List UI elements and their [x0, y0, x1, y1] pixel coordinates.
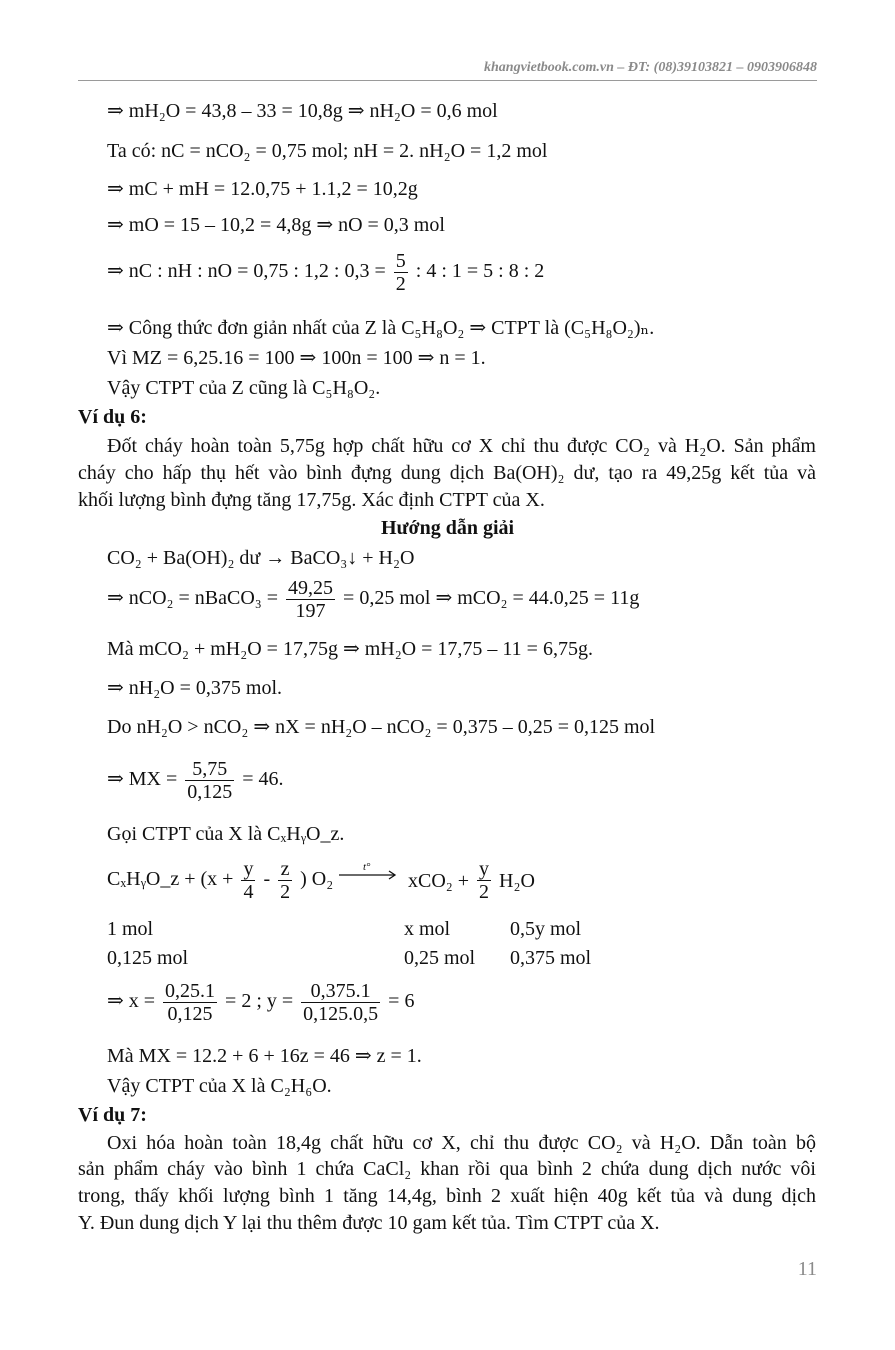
- eq-h2o: H₂O: [499, 869, 535, 892]
- line-nco2: [107, 577, 639, 622]
- x-fraction-num: 0,25.1: [165, 980, 216, 1002]
- eq-h2-fraction: [477, 858, 491, 903]
- guide-title: Hướng dẫn giải: [380, 517, 515, 539]
- eq-z2-fraction: [278, 858, 292, 903]
- reaction-baoh2: CO₂ + Ba(OH)₂ dư → BaCO₃↓ + H₂O: [107, 547, 415, 569]
- page-number: 11: [797, 1258, 817, 1280]
- line-mh2o-2: Mà mCO₂ + mH₂O = 17,75g ⇒ mH₂O = 17,75 – 11 = 6,75g.: [107, 638, 593, 660]
- line-mh2o: ⇒ mH₂O = 43,8 – 33 = 10,8g ⇒ nH₂O = 0,6 mol: [107, 100, 498, 122]
- nco2-fraction-num: 49,25: [288, 577, 334, 599]
- x-fraction: [163, 980, 217, 1025]
- mx-left: ⇒ MX =: [107, 768, 178, 791]
- mol-row1-b: x mol: [404, 918, 451, 940]
- line-ratio: [107, 250, 544, 295]
- x-fraction-den: 0,125: [167, 1003, 213, 1025]
- combustion-equation: [107, 858, 333, 903]
- x-left: ⇒ x =: [107, 990, 156, 1013]
- eq-left: CₓHᵧO_z + (x +: [107, 868, 234, 891]
- nco2-fraction: [286, 577, 335, 622]
- line-z: Mà MX = 12.2 + 6 + 16z = 46 ⇒ z = 1.: [107, 1045, 422, 1067]
- mol-row2-b: 0,25 mol: [404, 947, 476, 969]
- line-formula-x: Gọi CTPT của X là CₓHᵧO_z.: [107, 823, 345, 845]
- eq-h2-den: 2: [479, 881, 490, 903]
- eq-y4-fraction: [241, 858, 255, 903]
- line-mx: [107, 758, 284, 803]
- eq-y4-num: y: [243, 858, 254, 880]
- mol-row1-c: 0,5y mol: [510, 918, 582, 940]
- eq-z2-den: 2: [280, 881, 291, 903]
- eq-z2-num: z: [278, 858, 292, 881]
- ratio-fraction: [394, 250, 408, 295]
- mx-fraction: [185, 758, 234, 803]
- ratio-fraction-den: 2: [395, 273, 406, 295]
- example-7-title: Ví dụ 7:: [78, 1104, 147, 1126]
- example-7-para-line-2: sản phẩm cháy vào bình 1 chứa CaCl₂ khan rồi qua bình 2 chứa dung dịch nước vôi: [78, 1158, 816, 1180]
- mx-fraction-num: 5,75: [185, 758, 234, 781]
- line-ctpt-x: Vậy CTPT của X là C₂H₆O.: [107, 1075, 332, 1097]
- line-mc-mh: ⇒ mC + mH = 12.0,75 + 1.1,2 = 10,2g: [107, 178, 418, 200]
- example-6-para-line-1: Đốt cháy hoàn toàn 5,75g hợp chất hữu cơ X chỉ thu được CO₂ và H₂O. Sản phẩm: [107, 435, 816, 457]
- example-6-para-line-2: cháy cho hấp thụ hết vào bình đựng dung dịch Ba(OH)₂ dư, tạo ra 49,25g kết tủa và: [78, 462, 816, 484]
- eq-products: [408, 858, 535, 903]
- y-fraction: [301, 980, 380, 1025]
- line-mz: Vì MZ = 6,25.16 = 100 ⇒ 100n = 100 ⇒ n = 1.: [107, 347, 486, 369]
- line-nh2o: ⇒ nH₂O = 0,375 mol.: [107, 677, 283, 699]
- header-divider: [78, 80, 817, 81]
- example-7-para-line-4: Y. Đun dung dịch Y lại thu thêm được 10 gam kết tủa. Tìm CTPT của X.: [78, 1212, 660, 1234]
- example-6-para-line-3: khối lượng bình đựng tăng 17,75g. Xác định CTPT của X.: [78, 489, 545, 511]
- mol-row2-c: 0,375 mol: [510, 947, 592, 969]
- page-header: khangvietbook.com.vn – ĐT: (08)39103821 – 0903906848: [484, 60, 817, 75]
- line-empirical-formula: ⇒ Công thức đơn giản nhất của Z là C₅H₈O₂ ⇒ CTPT là (C₅H₈O₂)ₙ.: [107, 317, 655, 339]
- eq-h2-num: y: [479, 858, 490, 880]
- example-7-para-line-1: Oxi hóa hoàn toàn 18,4g chất hữu cơ X, chỉ thu được CO₂ và H₂O. Dẫn toàn bộ: [107, 1132, 816, 1154]
- example-7-para-line-3: trong, thấy khối lượng bình 1 tăng 14,4g, bình 2 xuất hiện 40g kết tủa và dung dịch: [78, 1185, 816, 1207]
- eq-prod1: xCO₂ +: [408, 869, 470, 892]
- mol-row2-a: 0,125 mol: [107, 947, 189, 969]
- y-fraction-num: 0,375.1: [301, 980, 380, 1003]
- y-fraction-den: 0,125.0,5: [303, 1003, 379, 1025]
- mx-fraction-den: 0,125: [187, 781, 233, 803]
- line-x-y: [107, 980, 414, 1025]
- eq-minus: -: [263, 868, 271, 891]
- eq-y4-den: 4: [243, 881, 254, 903]
- line-ctpt-z: Vậy CTPT của Z cũng là C₅H₈O₂.: [107, 377, 381, 399]
- nco2-fraction-den: 197: [295, 600, 326, 622]
- line-mo-no: ⇒ mO = 15 – 10,2 = 4,8g ⇒ nO = 0,3 mol: [107, 214, 445, 236]
- line-nc-nh: Ta có: nC = nCO₂ = 0,75 mol; nH = 2. nH₂O = 1,2 mol: [107, 140, 548, 162]
- ratio-fraction-num: 5: [395, 250, 406, 272]
- ratio-left: ⇒ nC : nH : nO = 0,75 : 1,2 : 0,3 =: [107, 260, 386, 283]
- reaction-arrow-icon: [337, 861, 399, 883]
- mol-row1-a: 1 mol: [107, 918, 154, 940]
- reaction-temp-label: t°: [363, 861, 371, 873]
- nco2-right: = 0,25 mol ⇒ mCO₂ = 44.0,25 = 11g: [343, 587, 640, 610]
- example-6-title: Ví dụ 6:: [78, 406, 147, 428]
- y-right: = 6: [388, 990, 415, 1013]
- eq-o2: ) O₂: [300, 868, 334, 891]
- line-nx: Do nH₂O > nCO₂ ⇒ nX = nH₂O – nCO₂ = 0,375 – 0,25 = 0,125 mol: [107, 716, 656, 738]
- nco2-left: ⇒ nCO₂ = nBaCO₃ =: [107, 587, 279, 610]
- mx-right: = 46.: [242, 768, 284, 791]
- ratio-right: : 4 : 1 = 5 : 8 : 2: [415, 260, 545, 283]
- x-right: = 2 ; y =: [225, 990, 294, 1013]
